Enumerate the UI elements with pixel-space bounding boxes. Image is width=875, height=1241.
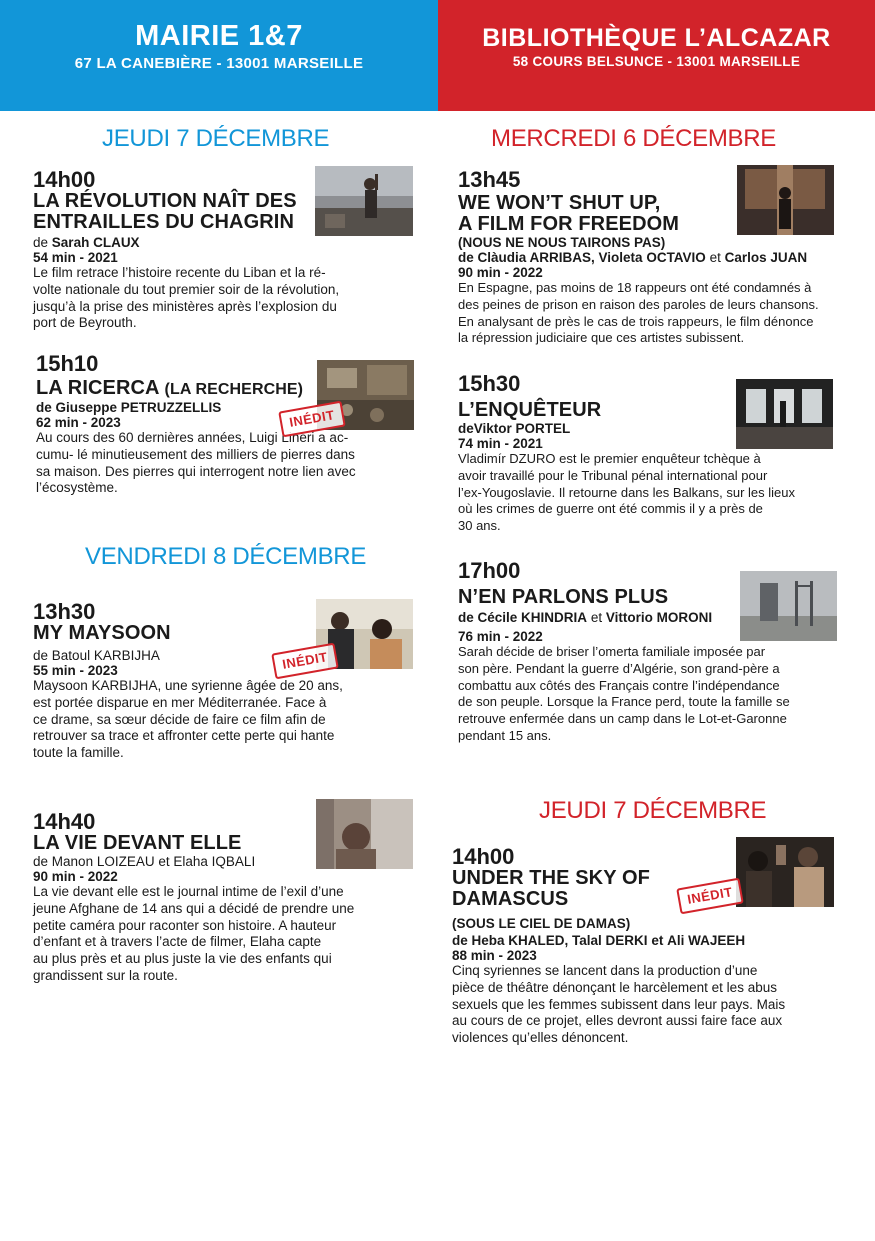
film-director: de Heba KHALED, Talal DERKI et Ali WAJEEH	[452, 933, 746, 948]
film-subtitle: (NOUS NE NOUS TAIRONS PAS)	[458, 235, 666, 250]
film-director: de Batoul KARBIJHA	[33, 648, 160, 663]
film-title-line-1: WE WON’T SHUT UP,	[458, 192, 661, 214]
film-still-parlons	[740, 571, 837, 641]
film-title-line-2: A FILM FOR FREEDOM	[458, 213, 680, 235]
day-heading-left-1: JEUDI 7 DÉCEMBRE	[102, 125, 330, 152]
film-time: 15h30	[458, 371, 521, 396]
film-title-line-2: DAMASCUS	[452, 888, 569, 910]
film-time: 13h45	[458, 167, 521, 192]
film-time: 14h40	[33, 809, 96, 834]
film-description: Cinq syriennes se lancent dans la production d’une pièce de théâtre dénonçant le harcèlement et les abus sexuels que les femmes subissent dans leur pays. Mais au cours de ce projet, elles devront aussi faire face aux violences qu’elles dénoncent.	[452, 963, 786, 1046]
film-title-line-2: ENTRAILLES DU CHAGRIN	[33, 211, 294, 233]
film-description: Le film retrace l’histoire recente du Liban et la ré- volte nationale du tout premier soir de la révolution, jusqu’à la prise des ministères après l’explosion du port de Beyrouth.	[33, 265, 340, 331]
film-subtitle: (SOUS LE CIEL DE DAMAS)	[452, 916, 631, 931]
film-title: MY MAYSOON	[33, 622, 171, 644]
film-title: L’ENQUÊTEUR	[458, 399, 602, 421]
film-description: Sarah décide de briser l’omerta familiale imposée par son père. Pendant la guerre d’Algérie, son grand-père a combattu aux côtés des Français contre l’indépendance de son peuple. Lorsque la France perd, toute la famille se retrouve enfermée dans un camp dans le Lot-et-Garonne pendant 15 ans.	[458, 644, 790, 743]
right-venue-header	[438, 0, 875, 111]
film-title: LA RICERCA (LA RECHERCHE)	[36, 377, 304, 399]
day-heading-right-2: JEUDI 7 DÉCEMBRE	[539, 797, 767, 824]
film-still-shutup	[737, 165, 834, 235]
film-director: de Giuseppe PETRUZZELLIS	[36, 400, 222, 415]
right-venue-name: BIBLIOTHÈQUE L’ALCAZAR	[482, 24, 831, 52]
film-still-revolution	[315, 166, 413, 236]
film-time: 17h00	[458, 558, 521, 583]
film-time: 14h00	[452, 844, 515, 869]
film-still-vie	[316, 799, 413, 869]
film-duration: 76 min - 2022	[458, 629, 543, 644]
film-title: LA VIE DEVANT ELLE	[33, 832, 242, 854]
film-description: Maysoon KARBIJHA, une syrienne âgée de 20 ans, est portée disparue en mer Méditerranée. Face à ce drame, sa sœur décide de faire ce film afin de retrouver sa trace et affronter cette perte qui hante toute la famille.	[33, 678, 343, 761]
film-title-line-1: UNDER THE SKY OF	[452, 867, 650, 889]
right-venue-address: 58 COURS BELSUNCE - 13001 MARSEILLE	[512, 54, 801, 69]
film-description: Vladimír DZURO est le premier enquêteur tchèque à avoir travaillé pour le Tribunal pénal international pour l’ex-Yougoslavie. Il retourne dans les Balkans, sur les lieux où les crimes de guerre ont été commis il y a près de 30 ans.	[458, 451, 795, 534]
film-description: En Espagne, pas moins de 18 rappeurs ont été condamnés à des peines de prison en raison des paroles de leurs chansons. En analysant de près le cas de trois rappeurs, le film dénonce la répression judiciaire que ces artistes subissent.	[458, 280, 819, 346]
left-venue-address: 67 LA CANEBIÈRE - 13001 MARSEILLE	[74, 55, 364, 72]
film-duration: 54 min - 2021	[33, 250, 118, 265]
left-venue-name: MAIRIE 1&7	[135, 20, 303, 52]
film-title: N’EN PARLONS PLUS	[458, 586, 669, 608]
film-director: de Cécile KHINDRIA et Vittorio MORONI	[458, 610, 713, 625]
film-duration: 55 min - 2023	[33, 663, 118, 678]
film-time: 14h00	[33, 167, 96, 192]
film-director: de Manon LOIZEAU et Elaha IQBALI	[33, 854, 256, 869]
inedit-stamp: INÉDIT	[271, 643, 339, 680]
inedit-stamp: INÉDIT	[278, 401, 346, 438]
film-description: La vie devant elle est le journal intime de l’exil d’une jeune Afghane de 14 ans qui a décidé de prendre une petite caméra pour raconter son histoire. A hauteur d’enfant et à travers l’acte de filmer, Elaha capte au plus près et au plus juste la vie des enfants qui grandissent sur la route.	[33, 884, 355, 983]
film-still-damascus	[736, 837, 834, 907]
film-director: de Sarah CLAUX	[33, 235, 140, 250]
film-description: Au cours des 60 dernières années, Luigi Lineri a ac- cumu- lé minutieusement des milliers de pierres dans sa maison. Des pierres qui interrogent notre lien avec l’écosystème.	[36, 430, 356, 496]
inedit-stamp: INÉDIT	[676, 878, 744, 915]
film-duration: 88 min - 2023	[452, 948, 537, 963]
day-heading-right-1: MERCREDI 6 DÉCEMBRE	[491, 125, 777, 152]
film-director: de Clàudia ARRIBAS, Violeta OCTAVIO et Carlos JUAN	[458, 250, 808, 265]
film-time: 13h30	[33, 599, 96, 624]
film-title-line-1: LA RÉVOLUTION NAÎT DES	[33, 190, 297, 212]
film-duration: 62 min - 2023	[36, 415, 121, 430]
film-duration: 74 min - 2021	[458, 436, 543, 451]
film-duration: 90 min - 2022	[458, 265, 543, 280]
day-heading-left-2: VENDREDI 8 DÉCEMBRE	[85, 543, 367, 570]
film-time: 15h10	[36, 351, 99, 376]
left-venue-header	[0, 0, 438, 111]
film-still-enqueteur	[736, 379, 833, 449]
film-duration: 90 min - 2022	[33, 869, 118, 884]
film-director: deViktor PORTEL	[458, 421, 571, 436]
